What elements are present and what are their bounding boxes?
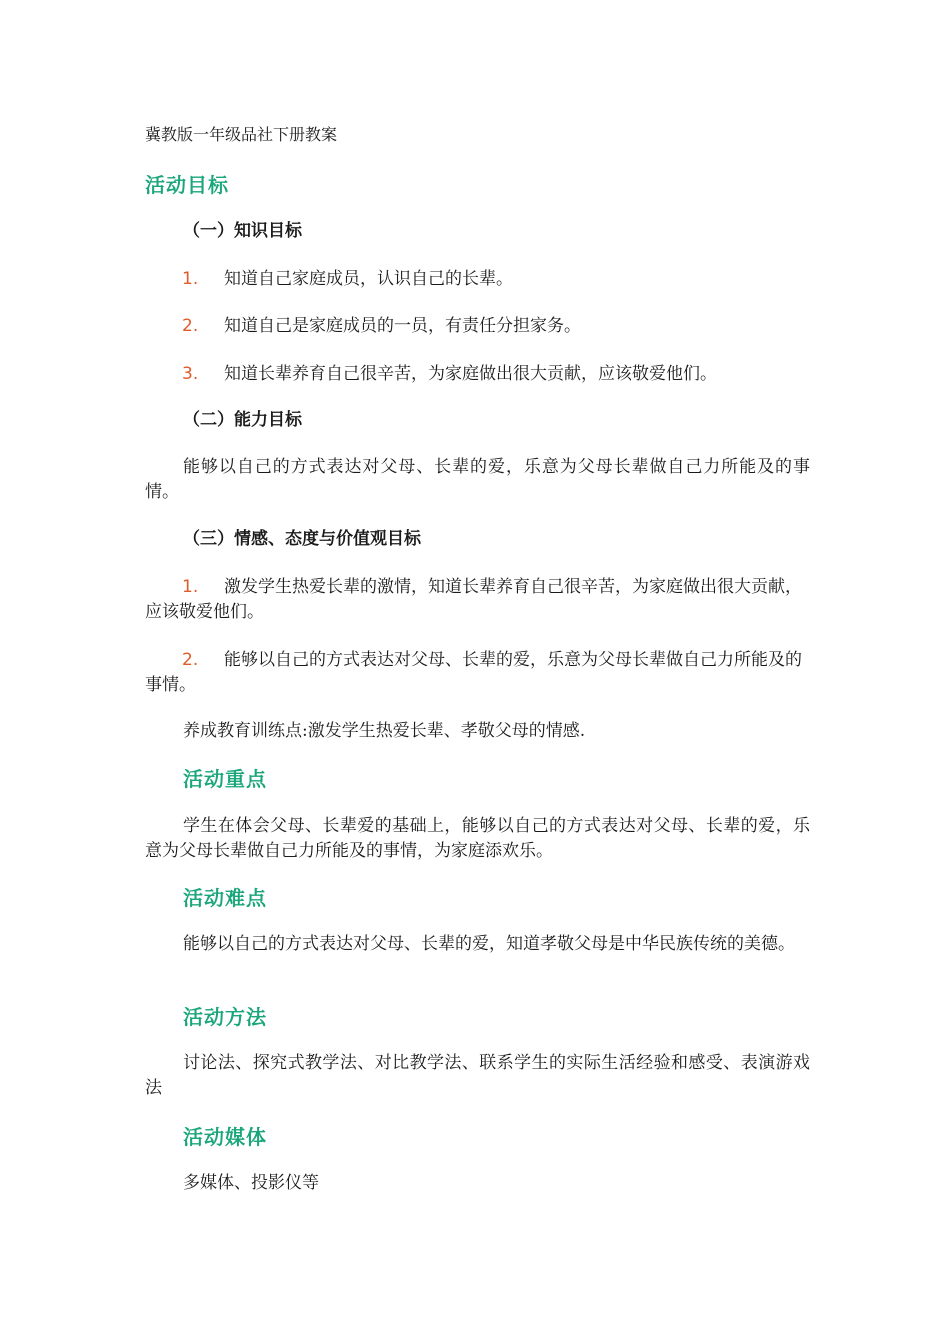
media-text: 多媒体、投影仪等 (183, 1173, 319, 1193)
habit-training-point: 养成教育训练点:激发学生热爱长辈、孝敬父母的情感. (183, 721, 586, 741)
item-number: 2. (182, 316, 199, 336)
item-text: 知道长辈养育自己很辛苦，为家庭做出很大贡献，应该敬爱他们。 (224, 364, 717, 384)
ability-objectives-text: 能够以自己的方式表达对父母、长辈的爱，乐意为父母长辈做自己力所能及的事情。 (145, 457, 810, 502)
item-text: 能够以自己的方式表达对父母、长辈的爱，乐意为父母长辈做自己力所能及的事情。 (145, 650, 802, 695)
difficulty-heading: 活动难点 (183, 886, 267, 910)
methods-text: 讨论法、探究式教学法、对比教学法、联系学生的实际生活经验和感受、表演游戏法 (145, 1053, 810, 1098)
key-point-heading: 活动重点 (183, 767, 267, 791)
item-number: 3. (182, 364, 199, 384)
item-number: 1. (182, 577, 199, 597)
key-point-text: 学生在体会父母、长辈爱的基础上，能够以自己的方式表达对父母、长辈的爱，乐意为父母长辈做自己力所能及的事情，为家庭添欢乐。 (145, 816, 810, 861)
knowledge-item-2 (145, 314, 810, 339)
knowledge-objectives-heading: （一）知识目标 (183, 221, 302, 241)
item-text: 激发学生热爱长辈的激情，知道长辈养育自己很辛苦，为家庭做出很大贡献，应该敬爱他们。 (145, 577, 802, 622)
emotion-item-2 (145, 648, 810, 698)
item-text: 知道自己是家庭成员的一员，有责任分担家务。 (224, 316, 581, 336)
difficulty-text: 能够以自己的方式表达对父母、长辈的爱，知道孝敬父母是中华民族传统的美德。 (183, 934, 795, 954)
item-number: 1. (182, 269, 199, 289)
knowledge-item-1 (145, 267, 810, 292)
objectives-heading: 活动目标 (145, 173, 229, 197)
ability-objectives-heading: （二）能力目标 (183, 410, 302, 430)
document-title: 冀教版一年级品社下册教案 (145, 125, 338, 144)
knowledge-item-3 (145, 362, 810, 387)
item-text: 知道自己家庭成员，认识自己的长辈。 (224, 269, 513, 289)
emotion-objectives-heading: （三）情感、态度与价值观目标 (183, 529, 421, 549)
item-number: 2. (182, 650, 199, 670)
methods-heading: 活动方法 (183, 1005, 267, 1029)
media-heading: 活动媒体 (183, 1125, 267, 1149)
emotion-item-1 (145, 575, 810, 625)
